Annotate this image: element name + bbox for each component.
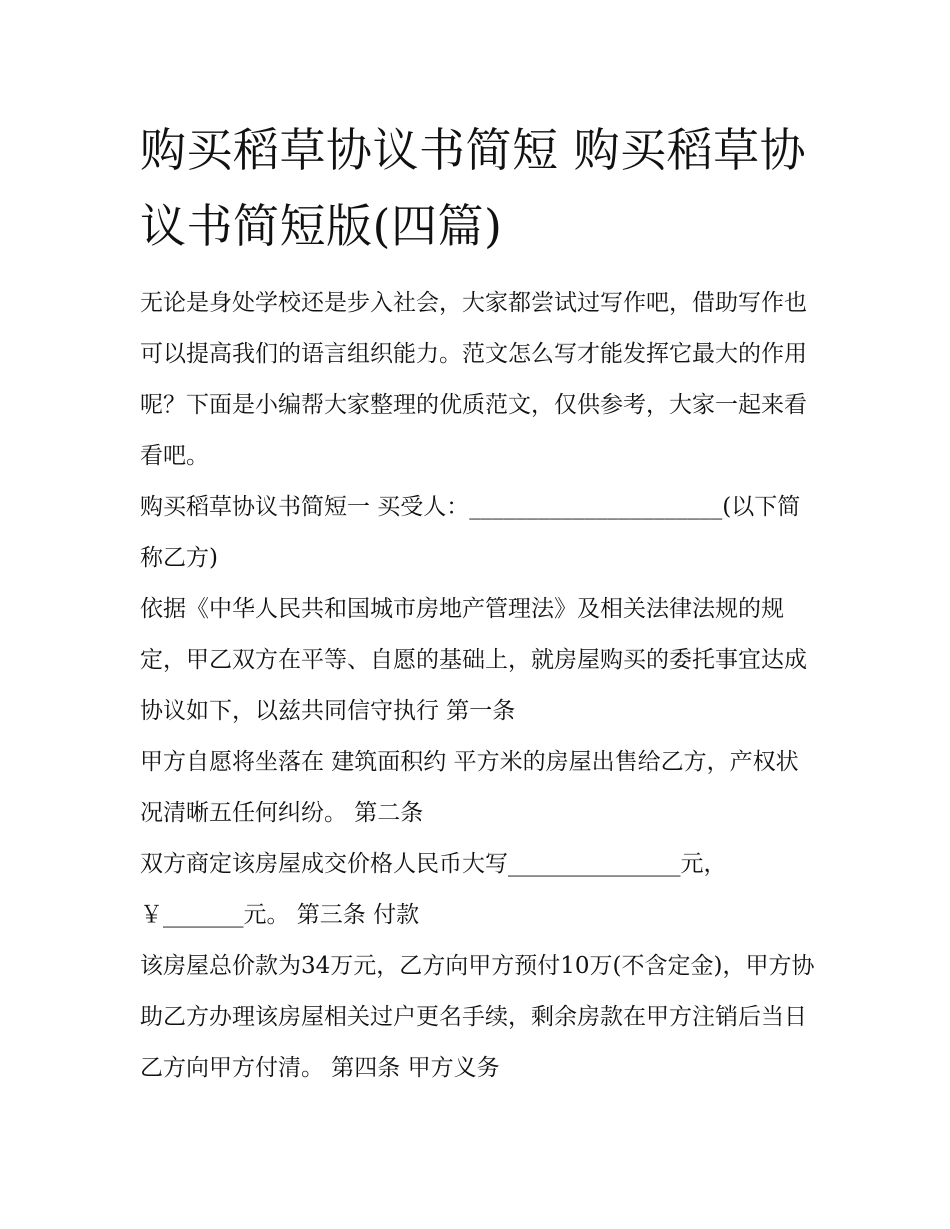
article-two-paragraph: 双方商定该房屋成交价格人民币大写_______________元，￥_______元。 第三条 付款 <box>140 851 727 928</box>
article-three-paragraph: 该房屋总价款为34万元，乙方向甲方预付10万(不含定金)，甲方协助乙方办理该房屋相关过户更名手续，剩余房款在甲方注销后当日乙方向甲方付清。 第四条 甲方义务 <box>140 953 815 1081</box>
document-title: 购买稻草协议书简短 购买稻草协议书简短版(四篇) <box>140 123 807 253</box>
document-page <box>140 112 820 1094</box>
intro-paragraph: 无论是身处学校还是步入社会，大家都尝试过写作吧，借助写作也可以提高我们的语言组织能力。范文怎么写才能发挥它最大的作用呢？下面是小编帮大家整理的优质范文，仅供参考，大家一起来看看吧。 <box>140 290 807 469</box>
buyer-paragraph: 购买稻草协议书简短一 买受人：______________________(以下简称乙方) <box>140 494 801 571</box>
legal-basis-paragraph: 依据《中华人民共和国城市房地产管理法》及相关法律法规的规定，甲乙双方在平等、自愿的基础上，就房屋购买的委托事宜达成协议如下，以兹共同信守执行 第一条 <box>140 596 807 724</box>
article-one-paragraph: 甲方自愿将坐落在 建筑面积约 平方米的房屋出售给乙方，产权状况清晰五任何纠纷。 第二条 <box>140 749 799 826</box>
